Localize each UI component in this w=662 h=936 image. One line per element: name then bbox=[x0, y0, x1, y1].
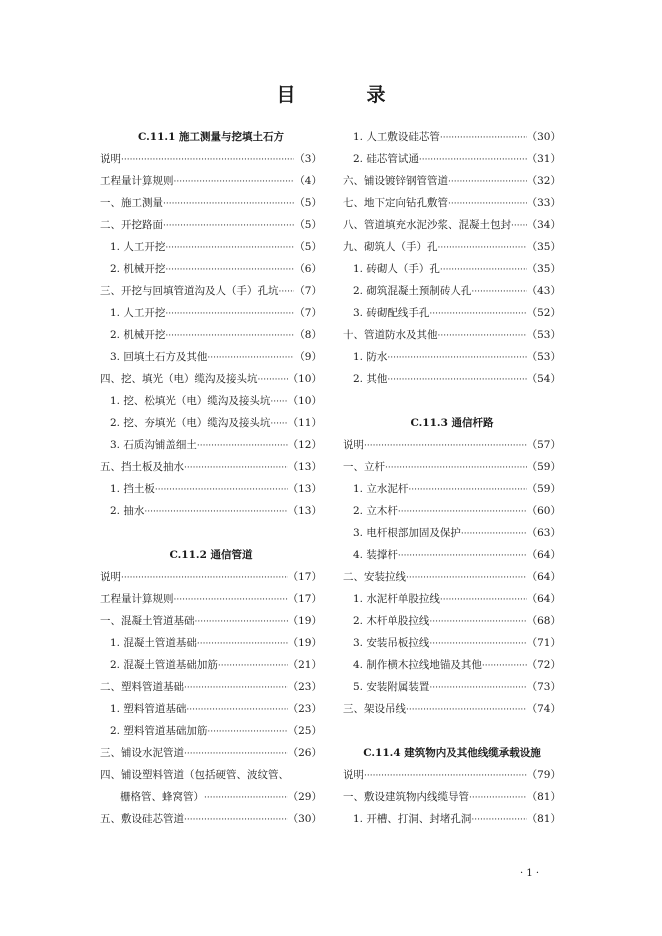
toc-entry-page: （53） bbox=[526, 351, 561, 363]
toc-entry[interactable] bbox=[100, 412, 322, 434]
toc-entry[interactable] bbox=[100, 434, 322, 456]
toc-entry-page: （23） bbox=[287, 681, 322, 693]
toc-entry-page: （6） bbox=[294, 263, 322, 275]
toc-entry-page: （25） bbox=[287, 725, 322, 737]
toc-entry-label: 1. 水泥杆单股拉线 bbox=[353, 593, 440, 605]
toc-entry-label: 二、开挖路面 bbox=[100, 219, 163, 231]
toc-entry-label: 四、挖、填光（电）缆沟及接头坑 bbox=[100, 373, 258, 385]
toc-leader-dots bbox=[482, 655, 527, 677]
toc-entry[interactable] bbox=[100, 698, 322, 720]
toc-leader-dots bbox=[207, 347, 294, 369]
toc-entry[interactable] bbox=[343, 764, 561, 786]
toc-leader-dots bbox=[204, 787, 288, 809]
toc-leader-dots bbox=[398, 545, 527, 567]
toc-entry-page: （17） bbox=[287, 571, 322, 583]
toc-leader-dots bbox=[364, 435, 527, 457]
toc-entry-page: （32） bbox=[526, 175, 561, 187]
toc-entry[interactable] bbox=[100, 786, 322, 808]
toc-entry-label: 2. 机械开挖 bbox=[110, 329, 166, 341]
toc-leader-dots bbox=[387, 369, 526, 391]
toc-entry-page: （10） bbox=[287, 395, 322, 407]
toc-entry-label: 2. 混凝土管道基础加筋 bbox=[110, 659, 218, 671]
toc-entry-page: （19） bbox=[287, 637, 322, 649]
toc-entry-page: （4） bbox=[294, 175, 322, 187]
toc-entry[interactable] bbox=[343, 170, 561, 192]
toc-entry[interactable] bbox=[343, 434, 561, 456]
toc-entry-label: 说明 bbox=[100, 153, 121, 165]
toc-entry[interactable] bbox=[343, 148, 561, 170]
toc-leader-dots bbox=[471, 809, 526, 831]
toc-leader-dots bbox=[165, 259, 294, 281]
toc-entry-label: 2. 立木杆 bbox=[353, 505, 398, 517]
toc-entry-page: （30） bbox=[287, 813, 322, 825]
toc-right-column bbox=[343, 126, 561, 830]
toc-entry-page: （35） bbox=[526, 263, 561, 275]
toc-entry-page: （23） bbox=[287, 703, 322, 715]
toc-entry-page: （53） bbox=[526, 329, 561, 341]
toc-entry-page: （63） bbox=[526, 527, 561, 539]
toc-entry-label: 三、架设吊线 bbox=[343, 703, 406, 715]
toc-entry-page: （73） bbox=[526, 681, 561, 693]
toc-entry[interactable] bbox=[343, 368, 561, 390]
toc-entry-page: （21） bbox=[287, 659, 322, 671]
toc-leader-dots bbox=[440, 589, 527, 611]
toc-entry-label: 2. 抽水 bbox=[110, 505, 145, 517]
toc-leader-dots bbox=[438, 237, 527, 259]
toc-entry-label: 六、铺设镀锌钢管管道 bbox=[343, 175, 448, 187]
toc-entry-page: （64） bbox=[526, 593, 561, 605]
toc-entry-page: （11） bbox=[287, 417, 322, 429]
toc-entry-label: 5. 安装附属装置 bbox=[353, 681, 430, 693]
toc-leader-dots bbox=[471, 281, 526, 303]
toc-entry-label: 工程量计算规则 bbox=[100, 175, 174, 187]
toc-entry-label: 一、立杆 bbox=[343, 461, 385, 473]
toc-entry[interactable] bbox=[343, 522, 561, 544]
toc-entry-page: （33） bbox=[526, 197, 561, 209]
toc-entry[interactable] bbox=[100, 214, 322, 236]
toc-entry-page: （13） bbox=[287, 505, 322, 517]
toc-entry-label: 二、塑料管道基础 bbox=[100, 681, 184, 693]
toc-leader-dots bbox=[174, 171, 295, 193]
toc-entry[interactable] bbox=[343, 698, 561, 720]
toc-entry-page: （81） bbox=[526, 813, 561, 825]
toc-entry-label: 1. 混凝土管道基础 bbox=[110, 637, 197, 649]
toc-entry[interactable] bbox=[343, 192, 561, 214]
section-heading: C.11.3 通信杆路 bbox=[410, 417, 494, 429]
toc-entry[interactable] bbox=[100, 390, 322, 412]
toc-entry[interactable] bbox=[100, 588, 322, 610]
section-spacer bbox=[100, 522, 322, 544]
toc-entry-label: 2. 其他 bbox=[353, 373, 388, 385]
toc-leader-dots bbox=[270, 413, 287, 435]
toc-leader-dots bbox=[406, 699, 527, 721]
toc-leader-dots bbox=[419, 149, 527, 171]
toc-entry-label: 说明 bbox=[343, 769, 364, 781]
toc-entry-page: （5） bbox=[294, 219, 322, 231]
toc-entry-label: 九、砌筑人（手）孔 bbox=[343, 241, 438, 253]
toc-entry-page: （71） bbox=[526, 637, 561, 649]
toc-entry-page: （60） bbox=[526, 505, 561, 517]
toc-entry-page: （7） bbox=[294, 285, 322, 297]
toc-entry[interactable] bbox=[343, 456, 561, 478]
toc-entry-page: （64） bbox=[526, 571, 561, 583]
toc-entry-label: 2. 硅芯管试通 bbox=[353, 153, 419, 165]
toc-entry-label: 二、安装拉线 bbox=[343, 571, 406, 583]
toc-entry-label: 3. 回填土石方及其他 bbox=[110, 351, 208, 363]
toc-entry-page: （35） bbox=[526, 241, 561, 253]
toc-entry-label: 2. 砌筑混凝土预制砖人孔 bbox=[353, 285, 472, 297]
toc-leader-dots bbox=[279, 281, 295, 303]
toc-entry-page: （59） bbox=[526, 461, 561, 473]
toc-entry[interactable] bbox=[343, 258, 561, 280]
toc-entry[interactable] bbox=[343, 610, 561, 632]
toc-entry-label: 3. 石质沟铺盖细土 bbox=[110, 439, 197, 451]
toc-entry-label: 一、敷设建筑物内线缆导管 bbox=[343, 791, 469, 803]
toc-entry-page: （54） bbox=[526, 373, 561, 385]
toc-entry-label: 3. 砖砌配线手孔 bbox=[353, 307, 430, 319]
toc-leader-dots bbox=[429, 677, 526, 699]
toc-entry[interactable] bbox=[100, 324, 322, 346]
toc-leader-dots bbox=[270, 391, 287, 413]
toc-entry-label: 4. 制作横木拉线地锚及其他 bbox=[353, 659, 482, 671]
page-title: 目 录 bbox=[276, 84, 412, 106]
toc-entry-page: （17） bbox=[287, 593, 322, 605]
toc-entry-label: 八、管道填充水泥沙浆、混凝土包封 bbox=[343, 219, 511, 231]
toc-entry-label: 3. 电杆根部加固及保护 bbox=[353, 527, 461, 539]
toc-entry-page: （68） bbox=[526, 615, 561, 627]
toc-left-column bbox=[100, 126, 322, 830]
toc-leader-dots bbox=[163, 193, 294, 215]
toc-entry-label: 1. 挡土板 bbox=[110, 483, 155, 495]
section-spacer bbox=[343, 720, 561, 742]
toc-entry-page: （9） bbox=[294, 351, 322, 363]
toc-entry-label: 七、地下定向钻孔敷管 bbox=[343, 197, 448, 209]
toc-entry-page: （64） bbox=[526, 549, 561, 561]
page-number: · 1 · bbox=[520, 868, 540, 879]
toc-leader-dots bbox=[398, 501, 527, 523]
toc-entry-page: （81） bbox=[526, 791, 561, 803]
toc-leader-dots bbox=[461, 523, 527, 545]
toc-entry-label: 1. 立水泥杆 bbox=[353, 483, 409, 495]
toc-entry-label: 2. 木杆单股拉线 bbox=[353, 615, 430, 627]
toc-leader-dots bbox=[207, 721, 287, 743]
toc-leader-dots bbox=[429, 303, 526, 325]
toc-leader-dots bbox=[258, 369, 288, 391]
toc-entry[interactable] bbox=[343, 588, 561, 610]
toc-entry-page: （29） bbox=[287, 791, 322, 803]
toc-entry-label: 一、施工测量 bbox=[100, 197, 163, 209]
toc-entry[interactable] bbox=[100, 236, 322, 258]
toc-entry[interactable] bbox=[343, 478, 561, 500]
toc-leader-dots bbox=[387, 347, 526, 369]
toc-entry-label: 五、敷设硅芯管道 bbox=[100, 813, 184, 825]
toc-entry-page: （3） bbox=[294, 153, 322, 165]
toc-entry[interactable] bbox=[100, 368, 322, 390]
toc-entry[interactable] bbox=[343, 500, 561, 522]
toc-entry[interactable] bbox=[100, 302, 322, 324]
toc-leader-dots bbox=[511, 215, 527, 237]
toc-entry[interactable] bbox=[100, 148, 322, 170]
toc-entry-label: 1. 防水 bbox=[353, 351, 388, 363]
section-spacer bbox=[343, 390, 561, 412]
toc-entry[interactable] bbox=[343, 786, 561, 808]
toc-entry[interactable] bbox=[100, 258, 322, 280]
toc-entry-page: （43） bbox=[526, 285, 561, 297]
toc-leader-dots bbox=[184, 743, 288, 765]
toc-entry-page: （31） bbox=[526, 153, 561, 165]
section-heading: C.11.2 通信管道 bbox=[169, 549, 253, 561]
toc-leader-dots bbox=[184, 457, 288, 479]
toc-entry[interactable] bbox=[100, 500, 322, 522]
toc-entry-label: 1. 人工开挖 bbox=[110, 241, 166, 253]
toc-entry-label: 2. 塑料管道基础加筋 bbox=[110, 725, 208, 737]
toc-entry-page: （57） bbox=[526, 439, 561, 451]
toc-leader-dots bbox=[121, 567, 288, 589]
toc-entry-page: （30） bbox=[526, 131, 561, 143]
toc-leader-dots bbox=[218, 655, 288, 677]
toc-entry[interactable] bbox=[343, 346, 561, 368]
toc-entry-page: （72） bbox=[526, 659, 561, 671]
toc-leader-dots bbox=[165, 325, 294, 347]
toc-entry[interactable] bbox=[100, 720, 322, 742]
toc-leader-dots bbox=[184, 677, 288, 699]
toc-entry-label: 三、铺设水泥管道 bbox=[100, 747, 184, 759]
toc-leader-dots bbox=[364, 765, 527, 787]
toc-leader-dots bbox=[440, 259, 527, 281]
toc-entry-label: 三、开挖与回填管道沟及人（手）孔坑 bbox=[100, 285, 279, 297]
toc-entry[interactable] bbox=[343, 280, 561, 302]
toc-entry[interactable] bbox=[100, 170, 322, 192]
toc-leader-dots bbox=[408, 479, 526, 501]
toc-entry[interactable] bbox=[100, 478, 322, 500]
toc-entry-label: 说明 bbox=[100, 571, 121, 583]
toc-entry-label: 2. 机械开挖 bbox=[110, 263, 166, 275]
toc-entry[interactable] bbox=[343, 126, 561, 148]
toc-entry-page: （12） bbox=[287, 439, 322, 451]
toc-leader-dots bbox=[197, 633, 288, 655]
toc-entry[interactable] bbox=[343, 654, 561, 676]
toc-entry-page: （13） bbox=[287, 483, 322, 495]
toc-entry[interactable] bbox=[100, 742, 322, 764]
toc-leader-dots bbox=[186, 699, 287, 721]
toc-entry-page: （59） bbox=[526, 483, 561, 495]
toc-leader-dots bbox=[429, 611, 526, 633]
toc-entry-page: （34） bbox=[526, 219, 561, 231]
toc-entry[interactable] bbox=[343, 302, 561, 324]
toc-leader-dots bbox=[448, 171, 527, 193]
toc-entry-label: 栅格管、蜂窝管） bbox=[120, 791, 204, 803]
toc-entry[interactable] bbox=[100, 192, 322, 214]
toc-entry[interactable] bbox=[100, 632, 322, 654]
toc-entry-label: 1. 砖砌人（手）孔 bbox=[353, 263, 440, 275]
toc-entry-page: （19） bbox=[287, 615, 322, 627]
toc-entry[interactable] bbox=[100, 808, 322, 830]
toc-entry[interactable] bbox=[100, 346, 322, 368]
toc-leader-dots bbox=[385, 457, 527, 479]
toc-entry[interactable] bbox=[343, 676, 561, 698]
toc-entry-page: （52） bbox=[526, 307, 561, 319]
toc-leader-dots bbox=[406, 567, 527, 589]
toc-entry-page: （74） bbox=[526, 703, 561, 715]
toc-leader-dots bbox=[163, 215, 294, 237]
section-heading: C.11.4 建筑物内及其他线缆承载设施 bbox=[363, 747, 541, 759]
toc-entry-page: （5） bbox=[294, 241, 322, 253]
toc-leader-dots bbox=[165, 303, 294, 325]
toc-leader-dots bbox=[440, 127, 527, 149]
toc-entry-label: 十、管道防水及其他 bbox=[343, 329, 438, 341]
toc-entry-label: 1. 人工敷设硅芯管 bbox=[353, 131, 440, 143]
toc-entry[interactable] bbox=[100, 280, 322, 302]
toc-leader-dots bbox=[197, 435, 288, 457]
toc-entry[interactable] bbox=[343, 566, 561, 588]
section-heading: C.11.1 施工测量与挖填土石方 bbox=[137, 131, 285, 143]
toc-leader-dots bbox=[429, 633, 526, 655]
toc-entry-label: 1. 塑料管道基础 bbox=[110, 703, 187, 715]
toc-entry-page: （5） bbox=[294, 197, 322, 209]
toc-leader-dots bbox=[144, 501, 287, 523]
toc-entry[interactable] bbox=[343, 214, 561, 236]
toc-leader-dots bbox=[174, 589, 288, 611]
toc-entry[interactable] bbox=[343, 632, 561, 654]
toc-entry-page: （13） bbox=[287, 461, 322, 473]
toc-entry-label: 3. 安装吊板拉线 bbox=[353, 637, 430, 649]
toc-entry-label: 五、挡土板及抽水 bbox=[100, 461, 184, 473]
toc-entry-page: （10） bbox=[287, 373, 322, 385]
toc-leader-dots bbox=[438, 325, 527, 347]
toc-entry-page: （8） bbox=[294, 329, 322, 341]
toc-leader-dots bbox=[469, 787, 527, 809]
toc-entry-page: （7） bbox=[294, 307, 322, 319]
toc-entry[interactable] bbox=[343, 544, 561, 566]
toc-leader-dots bbox=[165, 237, 294, 259]
toc-entry-label: 1. 开槽、打洞、封堵孔洞 bbox=[353, 813, 472, 825]
toc-entry[interactable] bbox=[343, 236, 561, 258]
toc-entry[interactable] bbox=[100, 610, 322, 632]
toc-entry-label: 2. 挖、夯填光（电）缆沟及接头坑 bbox=[110, 417, 271, 429]
toc-entry[interactable] bbox=[100, 764, 322, 786]
toc-entry-page: （79） bbox=[526, 769, 561, 781]
toc-leader-dots bbox=[155, 479, 288, 501]
toc-entry[interactable] bbox=[100, 456, 322, 478]
toc-entry[interactable] bbox=[100, 676, 322, 698]
toc-entry-label: 四、铺设塑料管道（包括硬管、波纹管、 bbox=[100, 769, 289, 781]
toc-leader-dots bbox=[195, 611, 288, 633]
toc-entry[interactable] bbox=[343, 808, 561, 830]
toc-entry[interactable] bbox=[343, 324, 561, 346]
toc-entry[interactable] bbox=[100, 654, 322, 676]
toc-entry-page: （26） bbox=[287, 747, 322, 759]
toc-entry-label: 4. 装撑杆 bbox=[353, 549, 398, 561]
toc-leader-dots bbox=[184, 809, 288, 831]
toc-entry-label: 1. 挖、松填光（电）缆沟及接头坑 bbox=[110, 395, 271, 407]
toc-leader-dots bbox=[448, 193, 527, 215]
toc-leader-dots bbox=[121, 149, 294, 171]
toc-entry-label: 1. 人工开挖 bbox=[110, 307, 166, 319]
toc-entry-label: 说明 bbox=[343, 439, 364, 451]
toc-entry-label: 工程量计算规则 bbox=[100, 593, 174, 605]
toc-entry[interactable] bbox=[100, 566, 322, 588]
toc-entry-label: 一、混凝土管道基础 bbox=[100, 615, 195, 627]
